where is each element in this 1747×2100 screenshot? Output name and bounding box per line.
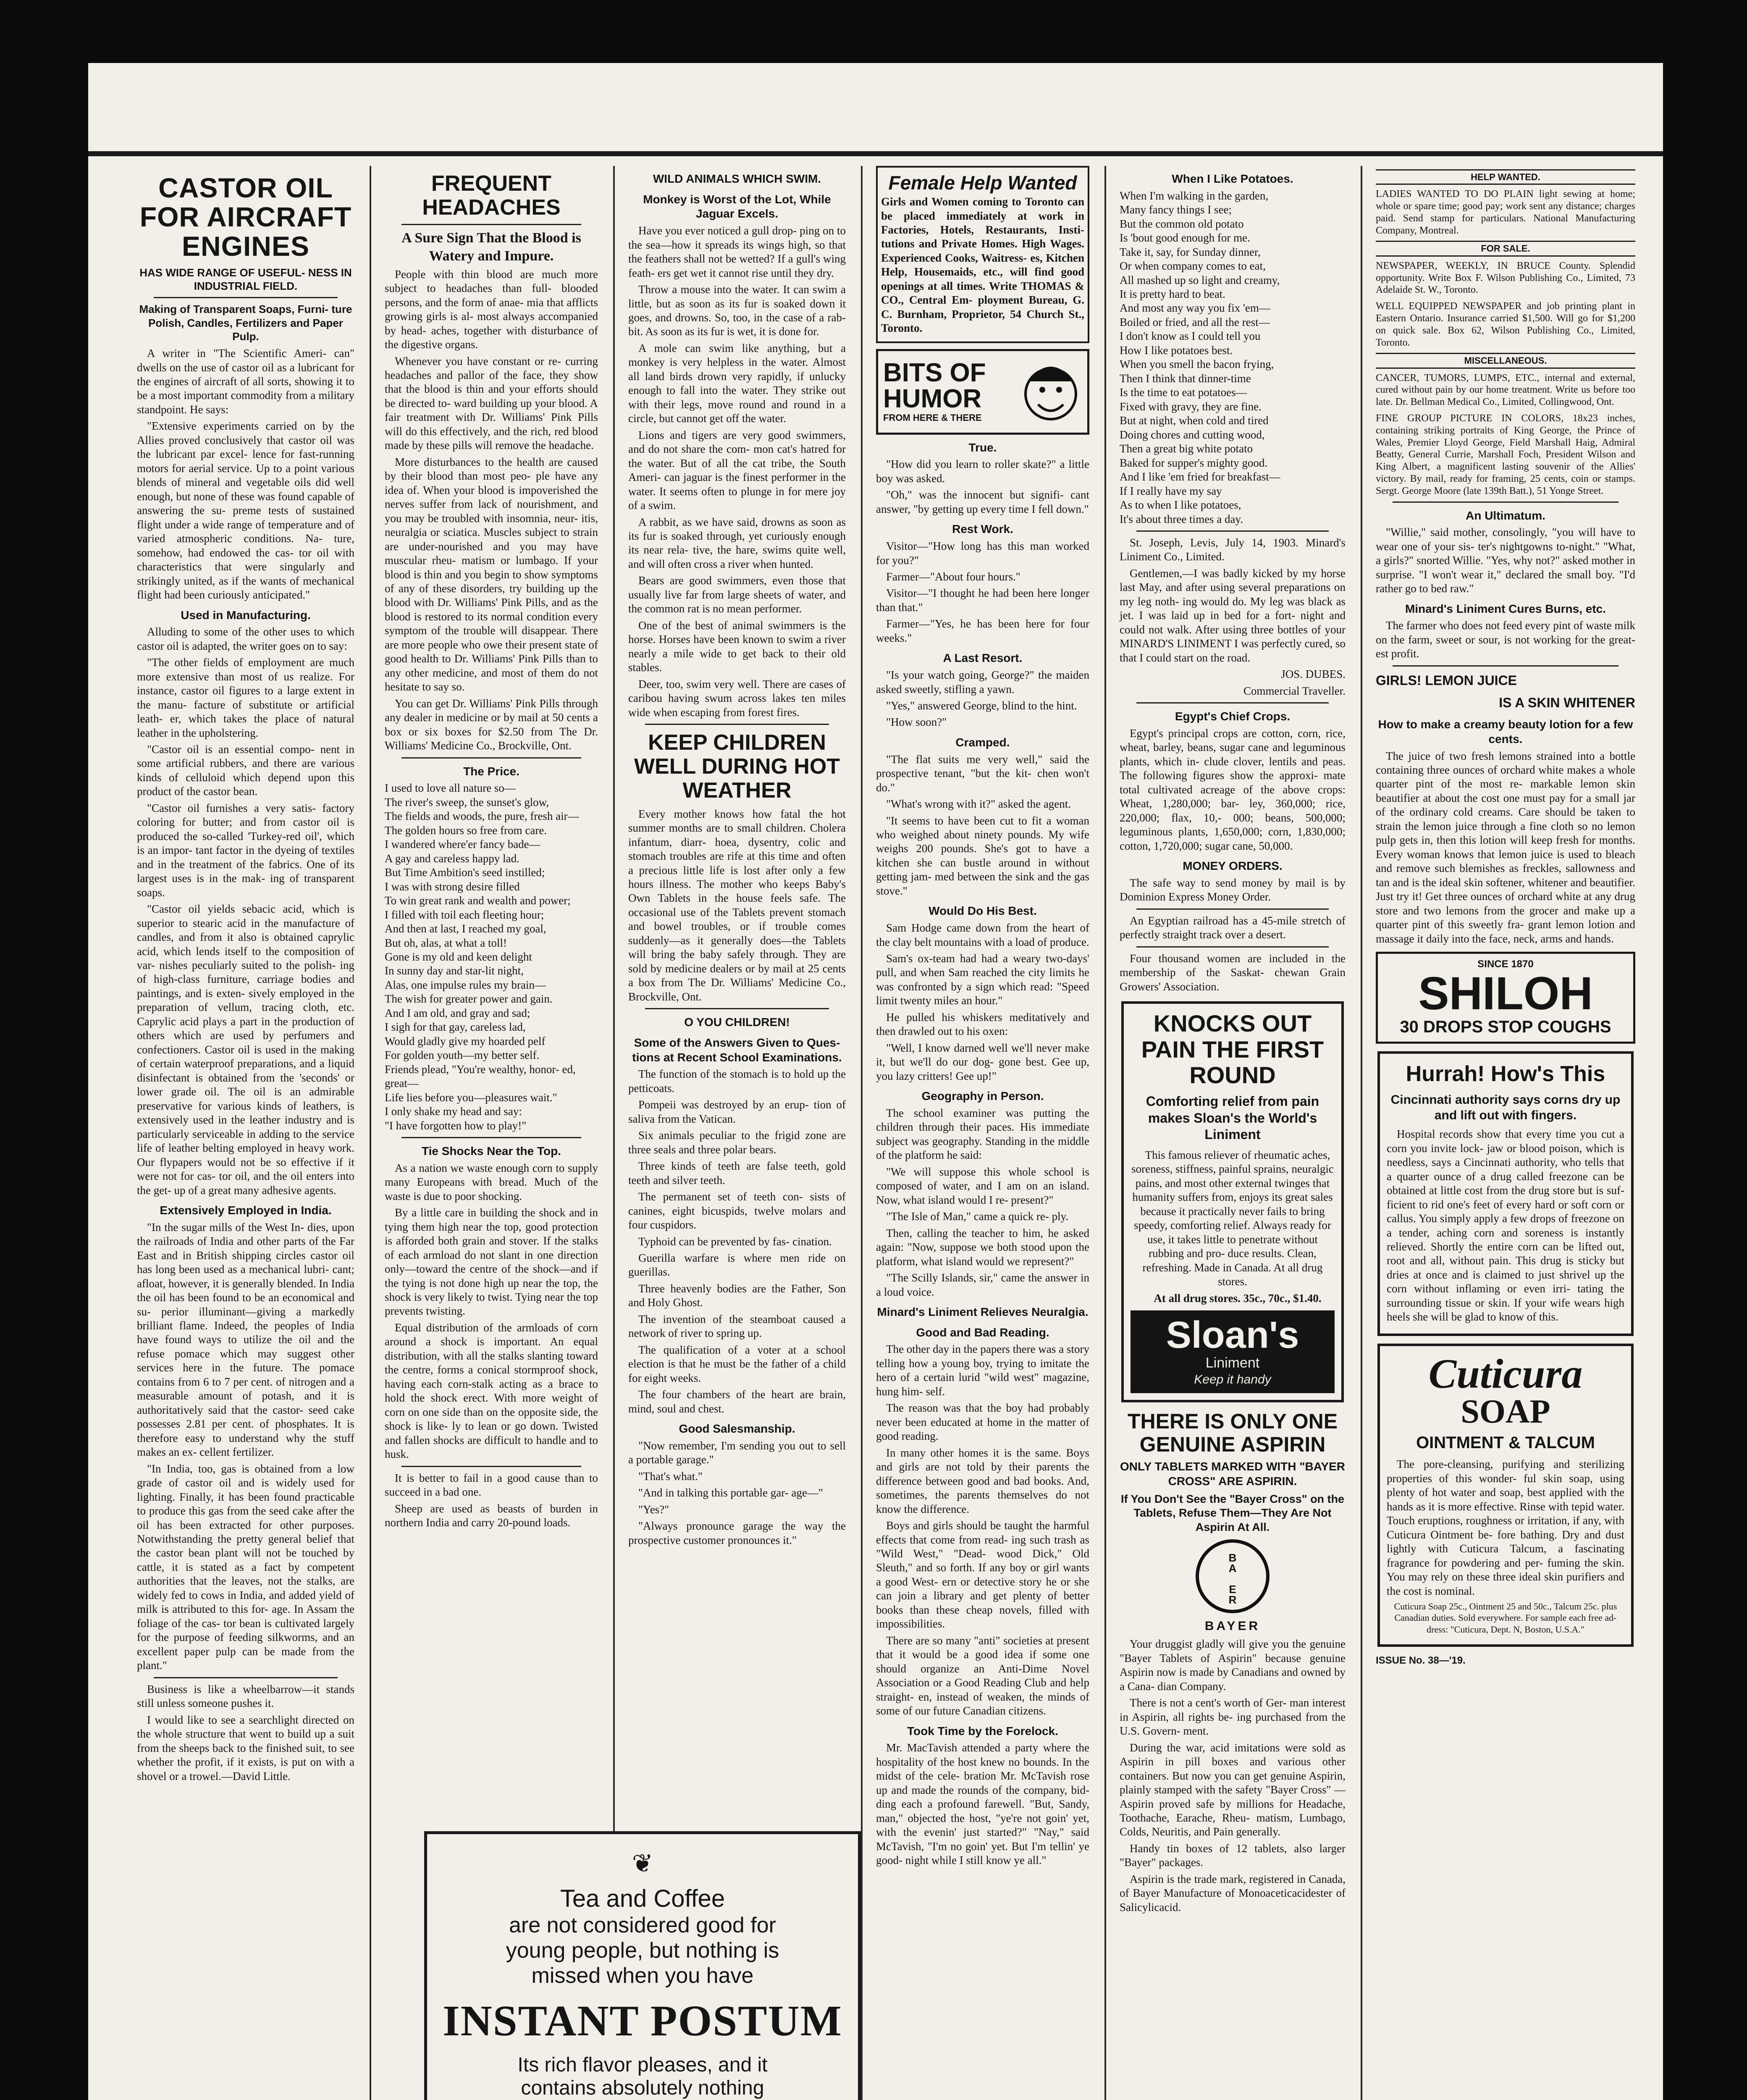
poem-line: I don't know as I could tell you [1120, 330, 1261, 343]
bayer-cross-word: BAYER [1204, 1619, 1261, 1633]
poem-line: The wish for greater power and gain. [385, 992, 553, 1005]
humor-title-block [883, 360, 986, 423]
headaches-headline: FREQUENT HEADACHES [422, 171, 561, 220]
svg-text:A: A [1228, 1562, 1237, 1575]
classified-ad: LADIES WANTED TO DO PLAIN light sewing at home; whole or spare time; good pay; work sent any distance; charges paid. Send stamp for particulars. National Manufacturing Company, Montreal. [1376, 189, 1635, 236]
poem-line: But the common old potato [1120, 217, 1244, 230]
divider [645, 724, 829, 725]
wild-animals-headline: WILD ANIMALS WHICH SWIM. [653, 172, 821, 185]
poem-line: Alas, one impulse rules my brain— [385, 978, 546, 991]
poem-line: Doing chores and cutting wood, [1120, 428, 1265, 441]
paragraph: The qualification of a voter at a school election is that he must be the father of a child for eight weeks. [628, 1343, 846, 1384]
divider [1136, 530, 1329, 532]
paragraph: "Now remember, I'm sending you out to sell a portable garage." [628, 1439, 846, 1466]
poem-line: Then a great big white potato [1120, 442, 1253, 455]
cuticura-advertisement [1377, 1344, 1634, 1647]
paragraph: Handy tin boxes of 12 tablets, also larger "Bayer" packages. [1120, 1842, 1346, 1869]
paragraph: Pompeii was destroyed by an erup- tion of saliva from the Vatican. [628, 1098, 846, 1125]
divider [401, 1137, 581, 1138]
classified-ad: NEWSPAPER, WEEKLY, IN BRUCE County. Splendid opportunity. Write Box F. Wilson Publishing Co., Limited, 73 Adelaide St. W., Toronto. [1376, 260, 1635, 296]
classified-ad: FINE GROUP PICTURE IN COLORS, 18x23 inches, containing striking portraits of King George, the Prince of Wales, Premier Lloyd George, Field Marshall Haig, Admiral Beatty, General Currie, Marshall Foch, President Wilson and King Albert, a magnificent lasting souvenir of the Allies' victory. By mail, ready for framing, 25 cents, coin or stamps. Sergt. George Moore (late 139th Batt.), 51 Yonge Street. [1376, 412, 1635, 496]
paragraph: He pulled his whiskers meditatively and then drawled out to his oxen: [876, 1011, 1089, 1038]
poem-line: When I'm walking in the garden, [1120, 189, 1269, 202]
poem-line: I used to love all nature so— [385, 782, 516, 795]
poem-title: The Price. [463, 764, 519, 778]
poem-line: "I have forgotten how to play!" [385, 1119, 527, 1132]
paragraph: Bears are good swimmers, even those that usually live far from large sheets of water, and the common rat is no mean performer. [628, 574, 846, 615]
paragraph: Your druggist gladly will give you the genuine "Bayer Tablets of Aspirin" because genuine Aspirin now is made by Canadians and owned by a Cana- dian Company. [1120, 1638, 1346, 1693]
joke-title: Rest Work. [952, 522, 1013, 536]
column-rule [370, 166, 371, 2100]
divider [401, 1466, 581, 1467]
paragraph: A rabbit, as we have said, drowns as soon as its fur is soaked through, yet curiously enough its near rela- tive, the hare, swims quite well, and will often cross a river when hunted. [628, 515, 846, 570]
poem-line: But at night, when cold and tired [1120, 414, 1269, 427]
bits-of-humor-banner [876, 349, 1089, 435]
paragraph: "Always pronounce garage the way the prospective customer pronounces it." [628, 1520, 846, 1546]
paragraph: Gentlemen,—I was badly kicked by my horse last May, and after using several preparations on my leg noth- ing would do. My leg was black as jet. I was laid up in bed for a fort- night and could not walk. After using three bottles of your MINARD'S LINIMENT I was perfectly cured, so that I could start on the road. [1120, 567, 1346, 664]
poem-line: And I am old, and gray and sad; [385, 1006, 530, 1019]
paragraph: The other day in the papers there was a story telling how a young boy, trying to imitate the hero of a certain lurid "wild west" magazine, hung him- self. [876, 1343, 1089, 1398]
subhead: MONEY ORDERS. [1183, 859, 1283, 873]
paragraph: "Castor oil furnishes a very satis- factory coloring for butter; and from castor oil is produced the so-called 'Turkey-red oil', which is an impor- tant factor in the dyeing of textiles and in the treatment of the fabrics. One of its largest uses is in the mak- ing of transparent soaps. [137, 801, 354, 899]
classified-ad: CANCER, TUMORS, LUMPS, ETC., internal and external, cured without pain by our home treatment. Write us before too late. Dr. Bellman Medical Co., Limited, Collingwood, Ont. [1376, 372, 1635, 408]
column-4 [865, 166, 1100, 2100]
paragraph: "Extensive experiments carried on by the Allies proved conclusively that castor oil was the lubricant par excel- lence for fast-running motors for aerial service. Up to a point various blends of mineral and vegetable oils did well enough, but none of these was found capable of answering the su- preme tests of sustained flight under a wide range of temperature and of varied atmospheric conditions. Na- ture, somehow, had endowed the cas- tor oil with characteristics that were singularly and strikingly united, as if the wants of mechanical flight had been curiously anticipated." [137, 420, 354, 601]
paragraph: Throw a mouse into the water. It can swim a little, but as soon as its fur is soaked down it goes, and drowns. So, too, in the case of a rab- bit. As soon as its fur is wet, it is done for. [628, 283, 846, 338]
poem-line: Baked for supper's mighty good. [1120, 456, 1268, 469]
paragraph: "How did you learn to roller skate?" a little boy was asked. [876, 458, 1089, 485]
aspirin-advertisement [1120, 1410, 1346, 1914]
postum-line: contains absolutely nothing [521, 2077, 764, 2099]
paragraph: Six animals peculiar to the frigid zone are three seals and three polar bears. [628, 1129, 846, 1156]
wild-animals-deck: Monkey is Worst of the Lot, While Jaguar Excels. [643, 192, 831, 220]
subhead: Tie Shocks Near the Top. [422, 1144, 561, 1158]
poem-line: In sunny day and star-lit night, [385, 964, 524, 977]
poem-line: It's about three times a day. [1120, 512, 1243, 525]
paragraph: The function of the stomach is to hold up the petticoats. [628, 1068, 846, 1095]
paragraph: Visitor—"How long has this man worked for you?" [876, 540, 1089, 567]
postum-advertisement [424, 1831, 861, 2100]
poem-line: The golden hours so free from care. [385, 824, 547, 837]
poem-line: I sigh for that gay, careless lad, [385, 1021, 526, 1034]
lemon-subhead: How to make a creamy beauty lotion for a few cents. [1378, 718, 1633, 746]
column-5 [1109, 166, 1356, 2100]
female-help-title: Female Help Wanted [888, 172, 1077, 194]
paragraph: People with thin blood are much more subject to headaches than full- blooded persons, and the form of anae- mia that afflicts growing girls is al- most always accompanied by head- aches, together with disturbance of the digestive organs. [385, 268, 598, 351]
paragraph: The juice of two fresh lemons strained into a bottle containing three ounces of orchard white makes a whole quarter pint of the most re- markable lemon skin beautifier at about the cost one must pay for a small jar of the ordinary cold creams. Care should be taken to strain the lemon juice through a fine cloth so no lemon pulp gets in, then this lotion will keep fresh for months. Every woman knows that lemon juice is used to bleach and remove such blemishes as freckles, sallowness and tan and is the ideal skin softener, whitener and beautifier. Just try it! Get three ounces of orchard white at any drug store and two lemons from the grocer and make up a quarter pint of this sweetly fra- grant lemon lotion and massage it daily into the face, neck, arms and hands. [1376, 749, 1635, 945]
paragraph: Three heavenly bodies are the Father, Son and Holy Ghost. [628, 1282, 846, 1309]
divider [1136, 702, 1329, 704]
paragraph: Sam Hodge came down from the heart of the clay belt mountains with a load of produce. [876, 921, 1089, 948]
paragraph: Have you ever noticed a gull drop- ping on to the sea—how it spreads its wings high, so that the feathers shall not be wetted? If a gull's wing feath- ers get wet it cannot rise until they dry. [628, 224, 846, 279]
shiloh-tagline: 30 DROPS STOP COUGHS [1400, 1017, 1611, 1036]
poem-line: The river's sweep, the sunset's glow, [385, 795, 549, 808]
poem-line: And I like 'em fried for breakfast— [1120, 470, 1280, 483]
poem-line: Or when company comes to eat, [1120, 260, 1266, 273]
poem-line: I filled with toil each fleeting hour; [385, 908, 544, 921]
paragraph: "What's wrong with it?" asked the agent. [886, 798, 1071, 811]
letter-heading: St. Joseph, Levis, July 14, 1903. Minard's Liniment Co., Limited. [1120, 536, 1346, 563]
poem-line: But Time Ambition's seed instilled; [385, 866, 545, 879]
poem-line: Is the time to eat potatoes— [1120, 386, 1247, 399]
column-2 [374, 166, 609, 2100]
classified-heading: HELP WANTED. [1376, 169, 1635, 185]
paragraph: You can get Dr. Williams' Pink Pills through any dealer in medicine or by mail at 50 cents a box or six boxes for $2.50 from The Dr. Williams' Medicine Co., Brockville, Ont. [385, 697, 598, 752]
paragraph: There is not a cent's worth of Ger- man interest in Aspirin, all rights be- ing purchased from the U.S. Govern- ment. [1120, 1696, 1346, 1738]
sloans-logo [1131, 1310, 1335, 1393]
minard-notice: Minard's Liniment Relieves Neuralgia. [877, 1305, 1089, 1318]
paragraph: By a little care in building the shock and in tying them high near the top, good protection is afforded both grain and stover. If the stalks of each armload do not slant in one direction only—toward the centre of the shock—and if the tying is not done high up near the top, the shock is very likely to twist. Tying near the top prevents twisting. [385, 1206, 598, 1318]
shiloh-advertisement [1376, 952, 1635, 1044]
poem-line: Then I think that dinner-time [1120, 372, 1251, 385]
joke-title: Took Time by the Forelock. [907, 1724, 1058, 1738]
paragraph: Visitor—"I thought he had been here longer than that." [876, 587, 1089, 614]
postum-brand: INSTANT POSTUM [443, 1997, 842, 2045]
sloans-headline: KNOCKS OUT PAIN THE FIRST ROUND [1141, 1010, 1324, 1089]
female-help-text: Girls and Women coming to Toronto can be placed immediately at work in Factories, Hotels, Restaurants, Insti- tutions and Private Homes. High Wages. Experienced Cooks, Waitress- es, Kitchen Help, Housemaids, etc., will find good openings at all times. Write THOMAS & CO., Central Em- ployment Bureau, G. C. Burnham, Proprietor, 54 Church St., Toronto. [881, 195, 1084, 335]
paragraph: Then, calling the teacher to him, he asked again: "Now, suppose we both stood upon the platform, what island would we represent?" [876, 1226, 1089, 1268]
poem-line: And most any way you fix 'em— [1120, 302, 1270, 315]
subhead: Good Salesmanship. [679, 1422, 795, 1436]
column-rule [1104, 166, 1106, 2100]
joke-title: Good and Bad Reading. [916, 1326, 1049, 1339]
sloans-advertisement [1121, 1001, 1344, 1402]
postum-line: young people, but nothing is [506, 1938, 779, 1963]
joke-title: Cramped. [955, 735, 1010, 749]
divider [154, 297, 338, 298]
lemon-headline: GIRLS! LEMON JUICE [1376, 672, 1517, 688]
shiloh-since: SINCE 1870 [1477, 958, 1534, 970]
humor-title: HUMOR [883, 384, 982, 414]
paragraph: The invention of the steamboat caused a network of river to spring up. [628, 1312, 846, 1340]
o-you-children-deck: Some of the Answers Given to Ques- tions at Recent School Examinations. [632, 1036, 842, 1064]
paragraph: "In India, too, gas is obtained from a low grade of castor oil and is widely used for lighting. Finally, it has been found practicable to produce this gas from the seed cake after the oil has been extracted for other purposes. Notwithstanding the pretty general belief that the castor bean plant will not be touched by cattle, it is stated as a fact by competent authorities that the leaves, not the stalks, are widely fed to cows in India, and added yield of milk is attributed to this for- age. In Assam the foliage of the cas- tor bean is cultivated largely for the purpose of feeding silkworms, and an excellent paper pulp can be made from the plant." [137, 1462, 354, 1672]
paragraph: A writer in "The Scientific Ameri- can" dwells on the use of castor oil as a lubricant for the engines of aircraft of all sorts, showing it to be a most important commodity from a military standpoint. He says: [137, 347, 354, 416]
paragraph: "Yes," answered George, blind to the hint. [886, 699, 1077, 712]
paragraph: The pore-cleansing, purifying and sterilizing properties of this wonder- ful skin soap, using plenty of hot water and soap, best applied with the hands as it is more effective. Rinse with tepid water. Touch eruptions, roughness or irritation, if any, with Cuticura Ointment be- fore bathing. Dry and dust lightly with Cuticura Talcum, a fascinating fragrance for powdering and per- fuming the skin. You may rely on these three ideal skin purifiers and the cost is nominal. [1387, 1458, 1624, 1597]
column-rule [613, 166, 615, 2100]
paragraph: "We will suppose this whole school is composed of water, and I am on an island. Now, what island would I re- present?" [876, 1165, 1089, 1206]
cuticura-fine-print: Cuticura Soap 25c., Ointment 25 and 50c., Talcum 25c. plus Canadian duties. Sold everywhere. For sample each free ad- dress: "Cuticura, Dept. N, Boston, U.S.A." [1394, 1601, 1617, 1635]
poem-line: All mashed up so light and creamy, [1120, 273, 1280, 286]
paragraph: More disturbances to the health are caused by their blood than most peo- ple have any idea of. When your blood is impoverished the nerves suffer from lack of nourishment, and you may be troubled with insomnia, neur- itis, neuralgia or sciatica. Muscles subject to strain are under-nourished and you may have muscular rheu- matism or lumbago. If your blood is thin and you begin to show symptoms of any of these disorders, try building up the blood with Dr. Williams' Pink Pills, and as the blood is restored to its normal condition every symptom of the trouble will disappear. There are more people who owe their present state of good health to Dr. Williams' Pink Pills than to any other medicine, and most of them do not hesitate to say so. [385, 455, 598, 693]
paragraph: "And in talking this portable gar- age—" [638, 1486, 823, 1499]
top-rule [88, 151, 1663, 156]
poem-line: Gone is my old and keen delight [385, 950, 532, 963]
filler-item: I would like to see a searchlight directed on the whole structure that went to build up a suit from the sheeps back to the finished suit, to see whether the profit, if it exists, is put on with a shovel or a trowel.—David Little. [137, 1713, 354, 1782]
paragraph: An Egyptian railroad has a 45-mile stretch of perfectly straight track over a desert. [1120, 914, 1346, 941]
paragraph: Four thousand women are included in the membership of the Saskat- chewan Grain Growers' Association. [1120, 952, 1346, 993]
paragraph: Farmer—"About four hours." [886, 570, 1020, 583]
hurrah-subhead: Cincinnati authority says corns dry up and lift out with fingers. [1390, 1092, 1621, 1123]
poem-line: Boiled or fried, and all the rest— [1120, 315, 1270, 328]
paragraph: "The other fields of employment are much more extensive than most of us realize. For instance, castor oil figures to a large extent in the manu- facture of substitute or artificial leath- er, which takes the place of natural leather in the upholstering. [137, 656, 354, 739]
classified-ad: WELL EQUIPPED NEWSPAPER and job printing plant in Eastern Ontario. Insurance carried $1,500. Will go for $1,200 on quick sale. Box 62, Wilson Publishing Co., Limited, Toronto. [1376, 301, 1635, 348]
poem-line: I wandered where'er fancy bade— [385, 838, 540, 851]
paragraph: There are so many "anti" societies at present that it would be a good idea if some one should organize an Anti-Dime Novel Association or a Good Reading Club and help straight- en, instead of weaken, the minds of some of our future Canadian citizens. [876, 1634, 1089, 1717]
paragraph: The reason was that the boy had probably never been educated at home in the matter of good reading. [876, 1402, 1089, 1443]
paragraph: The farmer who does not feed every pint of waste milk on the farm, sweet or sour, is not working for the great- est profit. [1376, 619, 1635, 660]
newspaper-page [88, 63, 1663, 2100]
paragraph: Farmer—"Yes, he has been here for four weeks." [876, 617, 1089, 644]
joke-title: A Last Resort. [943, 651, 1023, 665]
poem-line: To win great rank and wealth and power; [385, 894, 571, 907]
paragraph: Deer, too, swim very well. There are cases of caribou having swum across lakes ten miles wide when escaping from forest fires. [628, 677, 846, 719]
cuticura-products: OINTMENT & TALCUM [1416, 1433, 1595, 1452]
o-you-children-headline: O YOU CHILDREN! [684, 1016, 790, 1029]
paragraph: The four chambers of the heart are brain, mind, soul and chest. [628, 1388, 846, 1415]
paragraph: "Yes?" [638, 1503, 669, 1516]
paragraph: The safe way to send money by mail is by Dominion Express Money Order. [1120, 876, 1346, 903]
female-help-ad [876, 166, 1089, 343]
paragraph: Every mother knows how fatal the hot summer months are to small children. Cholera infantum, diarr- hoea, dysentry, colic and stomach troubles are rife at this time and often a precious little life is lost after only a few hours illness. The mother who keeps Baby's Own Tablets in the house feels safe. The occasional use of the Tablets prevent stomach and bowel troubles, or if trouble comes suddenly—as it generally does—the Tablets will bring the baby safely through. They are sold by medicine dealers or by mail at 25 cents a box from The Dr. Williams' Medicine Co., Brockville, Ont. [628, 807, 846, 1003]
divider [1393, 665, 1618, 667]
joke-title: Would Do His Best. [929, 904, 1037, 918]
paragraph: The school examiner was putting the children through their paces. His immediate subject was geography. Standing in the middle of the platform he said: [876, 1106, 1089, 1162]
paragraph: "The flat suits me very well," said the prospective tenant, "but the kit- chen won't do." [876, 753, 1089, 794]
lemon-headline: IS A SKIN WHITENER [1499, 695, 1635, 711]
paragraph: The permanent set of teeth con- sists of canines, eight bicuspids, twelve molars and four cuspidors. [628, 1190, 846, 1231]
filler-item: It is better to fail in a good cause than to succeed in a bad one. [385, 1471, 598, 1499]
joke-title: Geography in Person. [921, 1089, 1044, 1103]
poem-line: For golden youth—my better self. [385, 1049, 540, 1062]
aspirin-warning: If You Don't See the "Bayer Cross" on the Tablets, Refuse Them—They Are Not Aspirin At All. [1120, 1492, 1345, 1533]
poem-line: Is 'bout good enough for me. [1120, 231, 1250, 244]
subhead: Egypt's Chief Crops. [1175, 710, 1291, 723]
poem-line: It is pretty hard to beat. [1120, 288, 1225, 300]
postum-line: Its rich flavor pleases, and it [517, 2054, 768, 2076]
paragraph: "In the sugar mills of the West In- dies, upon the railroads of India and other parts of the Far East and in British shipping circles castor oil has long been used as a mechanical lubri- cant; afloat, however, it is generally blended. In India the oil has been found to be an economical and su- perior illuminant—giving a markedly brilliant flame. Indeed, the peoples of India have found ways to utilize the oil and the refuse pomace which may suggest other services here in the future. The pomace contains from 6 to 7 per cent. of nitrogen and a measurable amount of potash, and it is authoritatively said that the castor- seed cake possesses 2.81 per cent. of phosphates. It is therefore easy to understand why the stuff makes an ex- cellent fertilizer. [137, 1221, 354, 1459]
castor-oil-headline: CASTOR OIL FOR AIRCRAFT ENGINES [139, 172, 352, 262]
paragraph: As a nation we waste enough corn to supply many Europeans with bread. Much of the waste is due to poor shocking. [385, 1161, 598, 1202]
subhead: An Ultimatum. [1466, 509, 1545, 522]
cuticura-soap: SOAP [1461, 1393, 1550, 1430]
poem-line: And then at last, I reached my goal, [385, 922, 546, 935]
paragraph: "Castor oil yields sebacic acid, which is superior to stearic acid in the manufacture of candles, and from it also is obtained caprylic acid, which lends itself to the composition of var- nishes peculiarly suited to the polish- ing of high-class furniture, carriage bodies and paintings, and is exten- sively employed in the preparation of vellum, tracing cloth, etc. Caprylic acid plays a part in the production of others which are used by perfumers and confectioners. Castor oil is used in the making of certain waterproof preparations, and a liquid disinfectant is obtained from the 'seconds' or lower grade oil. The oil is an admirable preservative for various kinds of leathers, is extensively used in the leather industry and is particularly serviceable in adding to the service life of leather belting employed in heavy work. Our flypapers would not be so effective if it were not for cas- tor oil, and the oil enters into the get- up of a great many adhesive agents. [137, 903, 354, 1197]
poem-line: But oh, alas, at what a toll! [385, 936, 507, 949]
subhead: Used in Manufacturing. [181, 608, 311, 622]
poem-potatoes [1120, 189, 1346, 526]
aspirin-headline: THERE IS ONLY ONE GENUINE ASPIRIN [1127, 1410, 1338, 1457]
classified-heading: MISCELLANEOUS. [1376, 353, 1635, 368]
corn-remedy-advertisement [1377, 1051, 1634, 1336]
paragraph: Hospital records show that every time you cut a corn you invite lock- jaw or blood poison, which is needless, says a Cincinnati authority, who tells that a quarter ounce of a drug called freezone can be obtained at little cost from the drug store but is suf- ficient to rid one's feet of every hard or soft corn or callus. You simply apply a few drops of freezone on a tender, aching corn and soreness is instantly relieved. Shortly the entire corn can be lifted out, root and all, without pain. This drug is sticky but dries at once and is claimed to just shrivel up the corn without inflaming or even irri- tating the surrounding tissue or skin. If your wife wears high heels she will be glad to know of this. [1387, 1128, 1624, 1323]
paragraph: Typhoid can be prevented by fas- cination. [638, 1235, 832, 1248]
paragraph: "Is your watch going, George?" the maiden asked sweetly, stifling a yawn. [876, 669, 1089, 696]
poem-line: If I really have my say [1120, 484, 1222, 497]
paragraph: "That's what." [638, 1470, 703, 1483]
postum-line: are not considered good for [509, 1913, 776, 1937]
poem-line: Life lies before you—pleasures wait." [385, 1091, 557, 1104]
castor-oil-subdeck: Making of Transparent Soaps, Furni- ture Polish, Candles, Fertilizers and Paper Pulp. [139, 303, 352, 343]
svg-text:B: B [1228, 1551, 1237, 1564]
paragraph: Egypt's principal crops are cotton, corn, rice, wheat, barley, beans, sugar cane and leguminous plants, which in- clude clover, lentils and peas. The following figures show the approxi- mate total cultivated acreage of the above crops: Wheat, 1,280,000; bar- ley, 360,000; rice, 220,000; flax, 10,- 000; beans, 500,000; leguminous plants, 1,650,000; corn, 1,830,000; cotton, 1,720,000; sugar cane, 50,000. [1120, 727, 1346, 852]
paragraph: Sam's ox-team had had a weary two-days' pull, and when Sam reached the city limits he was confronted by a sign which read: "Speed limit twenty miles an hour." [876, 952, 1089, 1007]
divider [1136, 908, 1329, 910]
poem-title: When I Like Potatoes. [1172, 172, 1293, 185]
joke-title: True. [968, 441, 997, 454]
divider [401, 224, 581, 225]
sloans-price: At all drug stores. 35c., 70c., $1.40. [1154, 1292, 1322, 1305]
divider [645, 1008, 829, 1009]
poem-line: The fields and woods, the pure, fresh air— [385, 810, 579, 823]
paragraph: Boys and girls should be taught the harmful effects that come from read- ing such trash as "Wild West," "Dead- wood Dick," Old Sleuth," and so forth. If any boy or girl wants a good West- ern or detective story he or she can join a library and get plenty of better books than these cheap novels, filled with impossibilities. [876, 1519, 1089, 1630]
poem-line: As to when I like potatoes, [1120, 499, 1241, 512]
paragraph: "Willie," said mother, consolingly, "you will have to wear one of your sis- ter's nightgowns to-night." "What, a girls?" snorted Willie. "Yes, why not?" asked mother in surprise. "I won't wear it," declared the small boy. "I'd rather go to bed raw." [1376, 526, 1635, 595]
poem-line: Would gladly give my hoarded pelf [385, 1034, 546, 1047]
paragraph: "The Scilly Islands, sir," came the answer in a loud voice. [876, 1271, 1089, 1298]
subhead: Extensively Employed in India. [160, 1203, 332, 1217]
paragraph: Mr. MacTavish attended a party where the hospitality of the host knew no bounds. In the midst of the cele- bration Mr. McTavish rose up and made the rounds of the company, bid- ding each a profound farewell. "But, Sandy, man," objected the host, "ye're not goin' yet, with the evenin' just started?" "Nay," said McTavish, "I'm no goin' yet. But I'm tellin' ye good- night while I still know ye all." [876, 1741, 1089, 1867]
sloans-logo-slogan: Keep it handy [1194, 1373, 1271, 1387]
sloans-logo-name: Sloan's [1166, 1314, 1299, 1357]
poem-line: I was with strong desire filled [385, 880, 520, 893]
divider [154, 1677, 338, 1678]
humor-title: BITS OF [883, 358, 986, 388]
poem-line: I only shake my head and say: [385, 1105, 522, 1118]
poem-line: A gay and careless happy lad. [385, 852, 519, 865]
paragraph: Whenever you have constant or re- curring headaches and pallor of the face, they show that the blood is thin and your efforts should be directed to- ward building up your blood. A fair treatment with Dr. Williams' Pink Pills will do this effectively, and the rich, red blood made by these pills will remove the headache. [385, 354, 598, 452]
divider [401, 757, 581, 759]
paragraph: During the war, acid imitations were sold as Aspirin in pill boxes and various other containers. But now you can get genuine Aspirin, plainly stamped with the safety "Bayer Cross" —Aspirin proved safe by millions for Headache, Toothache, Earache, Rheu- matism, Lumbago, Colds, Neuritis, and Pain generally. [1120, 1741, 1346, 1838]
poem-line: Take it, say, for Sunday dinner, [1120, 245, 1261, 258]
letter-signature: JOS. DUBES. [1281, 668, 1346, 681]
cuticura-brand: Cuticura [1428, 1350, 1583, 1397]
svg-text:E: E [1229, 1583, 1236, 1596]
poem-line: Friends plead, "You're wealthy, honor- ed, great— [385, 1063, 576, 1090]
poem-line: How I like potatoes best. [1120, 344, 1233, 357]
paragraph: Lions and tigers are very good swimmers, and do not share the com- mon cat's hatred for the water. But of all the cat tribe, the South Ameri- can jaguar is the finest performer in the water. It seems often to plunge in for mere joy of a swim. [628, 428, 846, 512]
letter-signature-title: Commercial Traveller. [1243, 684, 1346, 697]
filler-item: Business is like a wheelbarrow—it stands still unless someone pushes it. [137, 1683, 354, 1710]
paragraph: Alluding to some of the other uses to which castor oil is adapted, the writer goes on to say: [137, 625, 354, 652]
paragraph: "The Isle of Man," came a quick re- ply. [886, 1210, 1069, 1223]
column-3 [617, 166, 857, 2100]
paragraph: "How soon?" [886, 716, 947, 729]
svg-text:R: R [1228, 1593, 1237, 1606]
paragraph: Guerilla warfare is where men ride on guerillas. [628, 1252, 846, 1278]
paragraph: One of the best of animal swimmers is the horse. Horses have been known to swim a river nearly a mile wide to get back to their old stables. [628, 619, 846, 674]
paragraph: Three kinds of teeth are false teeth, gold teeth and silver teeth. [628, 1160, 846, 1186]
minard-notice: Minard's Liniment Cures Burns, etc. [1405, 602, 1606, 615]
poem-line: Fixed with gravy, they are fine. [1120, 400, 1262, 413]
smiling-face-icon [1019, 356, 1082, 428]
shiloh-brand: SHILOH [1418, 967, 1593, 1019]
headaches-deck: A Sure Sign That the Blood is Watery and Impure. [401, 230, 581, 264]
column-1 [126, 166, 365, 2100]
castor-oil-deck: HAS WIDE RANGE OF USEFUL- NESS IN INDUSTRIAL FIELD. [139, 266, 352, 293]
issue-number: ISSUE No. 38—'19. [1376, 1654, 1466, 1666]
column-6 [1365, 166, 1646, 2100]
paragraph: In many other homes it is the same. Boys and girls are not told by their parents the difference between good and bad books. And, sometimes, the parents themselves do not know the difference. [876, 1446, 1089, 1515]
hurrah-headline: Hurrah! How's This [1406, 1062, 1605, 1087]
postum-line: Tea and Coffee [560, 1885, 725, 1912]
poem-line: When you smell the bacon frying, [1120, 358, 1274, 371]
paragraph: "Well, I know darned well we'll never make it, but we'll do our dog- gone best. Gee up, you lazy critters! Gee up!" [876, 1041, 1089, 1082]
bayer-cross-icon [1195, 1538, 1270, 1614]
divider [1136, 946, 1329, 948]
paragraph: "It seems to have been cut to fit a woman who weighed about ninety pounds. My wife weighs 200 pounds. She's got to have a kitchen she can bustle around in without getting jam- med between the sink and the gas stove." [876, 814, 1089, 897]
paragraph: "Oh," was the innocent but signifi- cant answer, "by getting up every time I fell down." [876, 488, 1089, 515]
classified-heading: FOR SALE. [1376, 241, 1635, 256]
aspirin-subhead: ONLY TABLETS MARKED WITH "BAYER CROSS" ARE ASPIRIN. [1120, 1460, 1345, 1488]
keep-children-headline: KEEP CHILDREN WELL DURING HOT WEATHER [634, 730, 840, 803]
filler-item: Sheep are used as beasts of burden in northern India and carry 20-pound loads. [385, 1502, 598, 1529]
paragraph: "Castor oil is an essential compo- nent in some artificial rubbers, and there are various kinds of celluloid which depend upon this product of the castor bean. [137, 743, 354, 798]
ornament-icon: ❦ [632, 1850, 653, 1877]
divider [1393, 501, 1618, 503]
column-rule [1361, 166, 1362, 2100]
humor-subtitle: FROM HERE & THERE [883, 412, 982, 423]
paragraph: A mole can swim like anything, but a monkey is very helpless in the water. Almost all land birds drown very rapidly, if unlucky enough to fall into the water. They strike out with their legs, move round and round in a circle, but cannot get off the water. [628, 341, 846, 425]
sloans-text: This famous reliever of rheumatic aches, soreness, stiffness, painful sprains, neuralgic pains, and most other external twinges that humanity suffers from, enjoys its great sales because it practically never fails to bring speedy, comforting relief. Always ready for use, it takes little to penetrate without rubbing and pro- duce results. Clean, refreshing. Made in Canada. At all drug stores. [1131, 1148, 1334, 1288]
paragraph: Equal distribution of the armloads of corn around a shock is important. An equal distribution, with all the stalks slanting toward the centre, forms a conical stormproof shock, having each corn-stalk acting as a brace to hold the shock erect. With more weight of corn on one side than on the opposite side, the shock is like- ly to lean or go down. Twisted and fallen shocks are difficult to handle and to husk. [385, 1321, 598, 1461]
sloans-logo-word: Liniment [1205, 1355, 1260, 1371]
poem-line: Many fancy things I see; [1120, 203, 1232, 216]
postum-line: missed when you have [531, 1964, 754, 1988]
poem-the-price [385, 781, 598, 1133]
sloans-subhead: Comforting relief from pain makes Sloan's the World's Liniment [1146, 1093, 1319, 1142]
paragraph: Aspirin is the trade mark, registered in Canada, of Bayer Manufacture of Monoaceticacidester of Salicylicacid. [1120, 1872, 1346, 1914]
column-rule [861, 166, 863, 2100]
